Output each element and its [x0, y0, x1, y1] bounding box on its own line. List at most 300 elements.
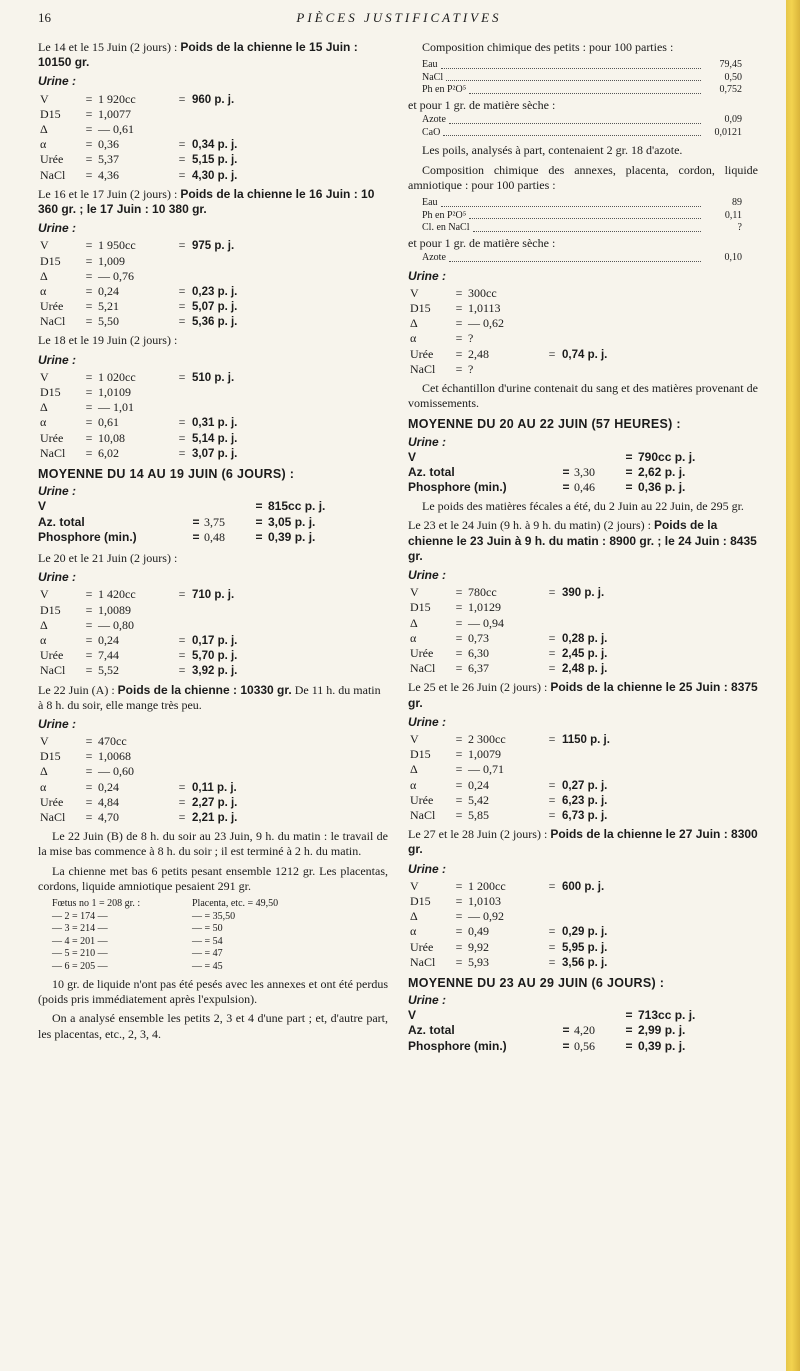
row-value: 0,61	[98, 415, 119, 430]
equals-sign: =	[255, 514, 263, 529]
composition-label: Eau	[422, 59, 438, 71]
composition-row	[422, 210, 742, 223]
average-title: MOYENNE DU 23 AU 29 JUIN (6 JOURS) :	[408, 975, 665, 990]
row-key: D15	[40, 253, 61, 268]
fetus-row	[52, 936, 388, 949]
section-title: Le 14 et le 15 Juin (2 jours) :	[38, 40, 181, 54]
equals-sign: =	[178, 369, 186, 384]
row-key: NaCl	[410, 661, 436, 676]
composition-label: Eau	[422, 196, 438, 208]
equals-sign: =	[455, 615, 463, 630]
equals-sign: =	[178, 91, 186, 106]
urine-table	[38, 370, 388, 461]
placenta-weight: — = 45	[192, 960, 223, 972]
urine-label: Urine :	[38, 570, 77, 585]
table-row	[38, 618, 388, 633]
equals-sign: =	[178, 632, 186, 647]
table-row	[408, 808, 758, 823]
composition-value: 89	[732, 196, 742, 208]
row-value: 1,0129	[468, 600, 501, 615]
row-key: NaCl	[40, 445, 66, 460]
row-key: α	[410, 331, 417, 346]
row-key: Δ	[410, 316, 418, 331]
table-row	[38, 137, 388, 152]
table-row	[38, 238, 388, 253]
table-row	[38, 370, 388, 385]
equals-sign: =	[455, 807, 463, 822]
average-value: 0,48	[204, 529, 225, 544]
equals-sign: =	[455, 331, 463, 346]
row-key: NaCl	[40, 663, 66, 678]
equals-sign: =	[548, 777, 556, 792]
row-key: α	[40, 415, 47, 430]
urine-label: Urine :	[408, 268, 447, 283]
section-title: Le 16 et le 17 Juin (2 jours) :	[38, 186, 181, 201]
row-result: 0,31 p. j.	[192, 417, 238, 430]
dot-leader	[449, 114, 701, 124]
row-key: V	[40, 238, 49, 253]
left-column	[38, 40, 388, 1046]
row-result: 390 p. j.	[562, 587, 605, 600]
average-result: 815cc p. j.	[268, 499, 326, 514]
table-row	[408, 362, 758, 377]
equals-sign: =	[85, 400, 93, 415]
equals-sign: =	[85, 253, 93, 268]
equals-sign: =	[548, 646, 556, 661]
table-row	[38, 254, 388, 269]
equals-sign: =	[562, 464, 570, 479]
row-value: — 0,80	[98, 617, 134, 632]
average-value: 3,75	[204, 514, 225, 529]
row-key: NaCl	[410, 361, 436, 376]
row-value: 780cc	[468, 585, 497, 600]
equals-sign: =	[548, 924, 556, 939]
composition-annexes-table	[408, 197, 758, 235]
table-row	[408, 732, 758, 747]
table-row	[38, 152, 388, 167]
table-row	[38, 587, 388, 602]
section-14-15-juin	[38, 40, 388, 70]
composition-label: Ph en P²O⁵	[422, 84, 467, 96]
average-row	[38, 515, 388, 530]
equals-sign: =	[85, 749, 93, 764]
composition-value: 0,11	[724, 209, 742, 221]
row-value: 5,93	[468, 954, 489, 969]
equals-sign: =	[85, 764, 93, 779]
equals-sign: =	[85, 810, 93, 825]
equals-sign: =	[85, 779, 93, 794]
average-value: 4,20	[574, 1023, 595, 1038]
row-key: Δ	[40, 400, 48, 415]
row-key: Δ	[40, 268, 48, 283]
paragraph-poils: Les poils, analysés à part, contenaient 2 gr. 18 d'azote.	[422, 143, 683, 158]
row-key: NaCl	[40, 167, 66, 182]
table-row	[408, 631, 758, 646]
table-row	[38, 269, 388, 284]
row-value: 1 920cc	[98, 91, 136, 106]
equals-sign: =	[455, 909, 463, 924]
equals-sign: =	[85, 794, 93, 809]
section-weight: Poids de la chienne le 15 Juin : 10150 gr.	[38, 40, 358, 70]
row-key: V	[410, 878, 419, 893]
row-result: 2,21 p. j.	[192, 812, 238, 825]
equals-sign: =	[455, 893, 463, 908]
table-row	[38, 385, 388, 400]
equals-sign: =	[178, 663, 186, 678]
row-result: 0,74 p. j.	[562, 348, 608, 361]
equals-sign: =	[178, 152, 186, 167]
composition-label: NaCl	[422, 71, 444, 83]
equals-sign: =	[255, 499, 263, 514]
urine-table	[408, 879, 758, 970]
equals-sign: =	[178, 445, 186, 460]
composition-value: ?	[737, 222, 742, 234]
row-value: ?	[468, 331, 474, 346]
row-value: 1 420cc	[98, 587, 136, 602]
equals-sign: =	[85, 137, 93, 152]
placenta-weight: — = 47	[192, 948, 223, 960]
section-title: Le 22 Juin (A) :	[38, 682, 118, 697]
row-result: 5,07 p. j.	[192, 301, 238, 314]
equals-sign: =	[85, 648, 93, 663]
row-value: 4,70	[98, 810, 119, 825]
fetus-weight: — 5 = 210 —	[52, 948, 108, 960]
average-row	[408, 465, 758, 480]
dot-leader	[446, 72, 701, 82]
equals-sign: =	[178, 137, 186, 152]
table-row	[38, 633, 388, 648]
table-row	[408, 316, 758, 331]
equals-sign: =	[548, 954, 556, 969]
equals-sign: =	[625, 480, 633, 495]
section-25-26-juin	[408, 680, 758, 710]
equals-sign: =	[455, 661, 463, 676]
row-value: 1,0077	[98, 106, 131, 121]
equals-sign: =	[455, 924, 463, 939]
equals-sign: =	[178, 794, 186, 809]
equals-sign: =	[625, 449, 633, 464]
row-key: Urée	[40, 648, 64, 663]
equals-sign: =	[455, 346, 463, 361]
row-key: α	[410, 630, 417, 645]
composition-value: 0,09	[724, 114, 742, 126]
fetus-weight: — 6 = 205 —	[52, 960, 108, 972]
row-key: Δ	[410, 762, 418, 777]
row-key: Urée	[40, 299, 64, 314]
row-value: 5,21	[98, 299, 119, 314]
average-result: 3,05 p. j.	[268, 514, 316, 529]
row-key: D15	[40, 385, 61, 400]
table-row	[408, 909, 758, 924]
urine-label: Urine :	[38, 221, 77, 236]
row-value: 9,92	[468, 939, 489, 954]
average-value: 3,30	[574, 464, 595, 479]
table-row	[408, 879, 758, 894]
average-result: 2,99 p. j.	[638, 1023, 686, 1038]
row-key: V	[410, 732, 419, 747]
row-key: Δ	[40, 764, 48, 779]
composition-row	[422, 127, 742, 140]
table-row	[408, 894, 758, 909]
average-key: Az. total	[408, 1023, 455, 1038]
equals-sign: =	[562, 480, 570, 495]
row-result: 0,29 p. j.	[562, 926, 608, 939]
table-row	[408, 793, 758, 808]
placenta-weight: — = 35,50	[192, 910, 236, 922]
row-value: 5,52	[98, 663, 119, 678]
average-title: MOYENNE DU 20 AU 22 JUIN (57 HEURES) :	[408, 417, 681, 432]
row-value: 0,24	[468, 777, 489, 792]
composition-value: 0,50	[724, 71, 742, 83]
equals-sign: =	[455, 777, 463, 792]
equals-sign: =	[85, 91, 93, 106]
equals-sign: =	[85, 106, 93, 121]
row-key: α	[410, 924, 417, 939]
equals-sign: =	[85, 314, 93, 329]
row-value: 10,08	[98, 430, 125, 445]
section-weight: Poids de la chienne : 10330 gr.	[117, 682, 292, 697]
equals-sign: =	[548, 661, 556, 676]
composition-row	[422, 59, 742, 72]
placenta-weight: — = 54	[192, 935, 223, 947]
table-row	[408, 331, 758, 346]
equals-sign: =	[455, 954, 463, 969]
section-weight: Poids de la chienne le 27 Juin : 8300 gr.	[408, 827, 758, 857]
row-value: 1 200cc	[468, 878, 506, 893]
row-value: 1,0079	[468, 747, 501, 762]
row-value: 7,44	[98, 648, 119, 663]
urine-table	[38, 734, 388, 825]
equals-sign: =	[455, 792, 463, 807]
row-value: 6,30	[468, 646, 489, 661]
row-value: — 0,60	[98, 764, 134, 779]
fetus-row	[52, 923, 388, 936]
page-number: 16	[38, 10, 51, 25]
fetus-row	[52, 948, 388, 961]
row-value: — 0,62	[468, 316, 504, 331]
fetus-row	[52, 961, 388, 974]
table-row	[38, 795, 388, 810]
composition-value: 0,752	[719, 84, 742, 96]
row-key: NaCl	[40, 314, 66, 329]
urine-table	[408, 585, 758, 676]
equals-sign: =	[85, 430, 93, 445]
row-key: D15	[410, 600, 431, 615]
equals-sign: =	[548, 585, 556, 600]
equals-sign: =	[178, 810, 186, 825]
equals-sign: =	[178, 167, 186, 182]
row-key: Urée	[410, 939, 434, 954]
urine-label: Urine :	[408, 568, 447, 583]
table-row	[408, 600, 758, 615]
table-row	[408, 646, 758, 661]
average-result: 0,36 p. j.	[638, 480, 686, 495]
urine-table	[38, 92, 388, 183]
fetus-weight: — 3 = 214 —	[52, 923, 108, 935]
row-key: Urée	[40, 152, 64, 167]
table-row	[408, 301, 758, 316]
table-row	[38, 764, 388, 779]
section-23-24-juin	[408, 518, 758, 564]
placenta-weight: Placenta, etc. = 49,50	[192, 898, 279, 910]
row-value: — 0,61	[98, 121, 134, 136]
equals-sign: =	[85, 152, 93, 167]
composition-label: CaO	[422, 126, 441, 138]
composition-row	[422, 84, 742, 97]
urine-label: Urine :	[38, 484, 77, 499]
composition-row	[422, 252, 742, 265]
average-key: Az. total	[408, 464, 455, 479]
dot-leader	[473, 222, 702, 232]
fetus-weight: — 4 = 201 —	[52, 935, 108, 947]
row-key: α	[40, 779, 47, 794]
row-value: 5,50	[98, 314, 119, 329]
average-table	[38, 499, 388, 545]
composition-label: Ph en P²O⁵	[422, 209, 467, 221]
equals-sign: =	[178, 779, 186, 794]
row-key: α	[40, 137, 47, 152]
row-result: 975 p. j.	[192, 240, 235, 253]
equals-sign: =	[178, 283, 186, 298]
row-result: 2,48 p. j.	[562, 663, 608, 676]
table-row	[408, 747, 758, 762]
urine-table	[38, 587, 388, 678]
row-result: 3,07 p. j.	[192, 447, 238, 460]
table-row	[408, 616, 758, 631]
section-16-17-juin	[38, 187, 388, 217]
row-result: 5,15 p. j.	[192, 154, 238, 167]
row-result: 5,36 p. j.	[192, 316, 238, 329]
table-row	[408, 286, 758, 301]
fetus-row	[52, 898, 388, 911]
average-key: Phosphore (min.)	[408, 480, 507, 495]
row-key: α	[40, 632, 47, 647]
equals-sign: =	[85, 602, 93, 617]
table-row	[38, 314, 388, 329]
equals-sign: =	[85, 445, 93, 460]
row-value: 0,73	[468, 630, 489, 645]
equals-sign: =	[85, 734, 93, 749]
urine-table	[408, 286, 758, 377]
page-header	[38, 10, 760, 28]
row-key: D15	[40, 602, 61, 617]
paragraph-mise-bas: La chienne met bas 6 petits pesant ensemble 1212 gr. Les placentas, cordons, liquide amniotique pesaient 291 gr.	[38, 863, 388, 893]
section-weight: Poids de la chienne le 23 Juin à 9 h. du matin : 8900 gr. ; le 24 Juin : 8435 gr.	[408, 518, 757, 563]
composition-row	[422, 197, 742, 210]
row-value: 0,49	[468, 924, 489, 939]
equals-sign: =	[192, 514, 200, 529]
row-value: 1 020cc	[98, 369, 136, 384]
row-value: 6,37	[468, 661, 489, 676]
average-key: V	[38, 499, 47, 514]
equals-sign: =	[192, 529, 200, 544]
table-row	[38, 168, 388, 183]
row-value: 6,02	[98, 445, 119, 460]
equals-sign: =	[625, 1008, 633, 1023]
composition-label: Azote	[422, 114, 446, 126]
row-value: 1,0113	[468, 300, 501, 315]
equals-sign: =	[178, 648, 186, 663]
section-title: Le 20 et le 21 Juin (2 jours) :	[38, 550, 178, 565]
urine-label: Urine :	[408, 861, 447, 876]
composition-annexes-intro: Composition chimique des annexes, placenta, cordon, liquide amniotique : pour 100 parties :	[408, 162, 758, 192]
section-27-28-juin	[408, 827, 758, 857]
equals-sign: =	[85, 617, 93, 632]
row-key: NaCl	[410, 954, 436, 969]
composition-annexes-mid: et pour 1 gr. de matière sèche :	[408, 235, 556, 250]
section-title: Le 27 et le 28 Juin (2 jours) :	[408, 827, 551, 842]
equals-sign: =	[455, 361, 463, 376]
row-value: 2 300cc	[468, 732, 506, 747]
row-result: 960 p. j.	[192, 93, 235, 106]
urine-label: Urine :	[38, 716, 77, 731]
composition-row	[422, 72, 742, 85]
equals-sign: =	[548, 939, 556, 954]
row-value: — 0,92	[468, 909, 504, 924]
row-value: 1,0109	[98, 385, 131, 400]
composition-row	[422, 222, 742, 235]
dot-leader	[449, 252, 701, 262]
equals-sign: =	[85, 299, 93, 314]
row-key: NaCl	[410, 807, 436, 822]
dot-leader	[441, 59, 701, 69]
table-row	[38, 648, 388, 663]
section-weight: Poids de la chienne le 25 Juin : 8375 gr.	[408, 680, 758, 710]
average-key: V	[408, 449, 417, 464]
average-key: Az. total	[38, 514, 85, 529]
row-result: 0,34 p. j.	[192, 139, 238, 152]
urine-table	[38, 238, 388, 329]
equals-sign: =	[548, 732, 556, 747]
table-row	[38, 749, 388, 764]
composition-value: 0,10	[724, 251, 742, 263]
equals-sign: =	[548, 346, 556, 361]
average-row	[408, 1008, 758, 1023]
section-note: De 11 h. du matin à 8 h. du soir, elle mange très peu.	[38, 682, 381, 712]
average-row	[408, 1039, 758, 1054]
average-value: 0,46	[574, 480, 595, 495]
row-key: D15	[410, 747, 431, 762]
row-result: 510 p. j.	[192, 371, 235, 384]
table-row	[38, 431, 388, 446]
equals-sign: =	[625, 464, 633, 479]
row-result: 6,23 p. j.	[562, 794, 608, 807]
row-value: 2,48	[468, 346, 489, 361]
row-value: — 0,71	[468, 762, 504, 777]
equals-sign: =	[455, 646, 463, 661]
section-title: Le 18 et le 19 Juin (2 jours) :	[38, 333, 178, 348]
equals-sign: =	[455, 316, 463, 331]
section-title: Le 25 et le 26 Juin (2 jours) :	[408, 680, 551, 695]
table-row	[38, 284, 388, 299]
table-row	[408, 955, 758, 970]
equals-sign: =	[85, 283, 93, 298]
table-row	[408, 940, 758, 955]
equals-sign: =	[85, 632, 93, 647]
average-result: 2,62 p. j.	[638, 464, 686, 479]
row-result: 5,14 p. j.	[192, 432, 238, 445]
dot-leader	[469, 210, 701, 220]
row-value: 470cc	[98, 734, 127, 749]
right-column	[408, 40, 758, 1054]
table-row	[38, 299, 388, 314]
composition-petits-dry-table	[408, 114, 758, 139]
row-value: 1 950cc	[98, 238, 136, 253]
table-row	[408, 762, 758, 777]
row-value: ?	[468, 361, 474, 376]
average-row	[408, 1023, 758, 1038]
equals-sign: =	[85, 369, 93, 384]
